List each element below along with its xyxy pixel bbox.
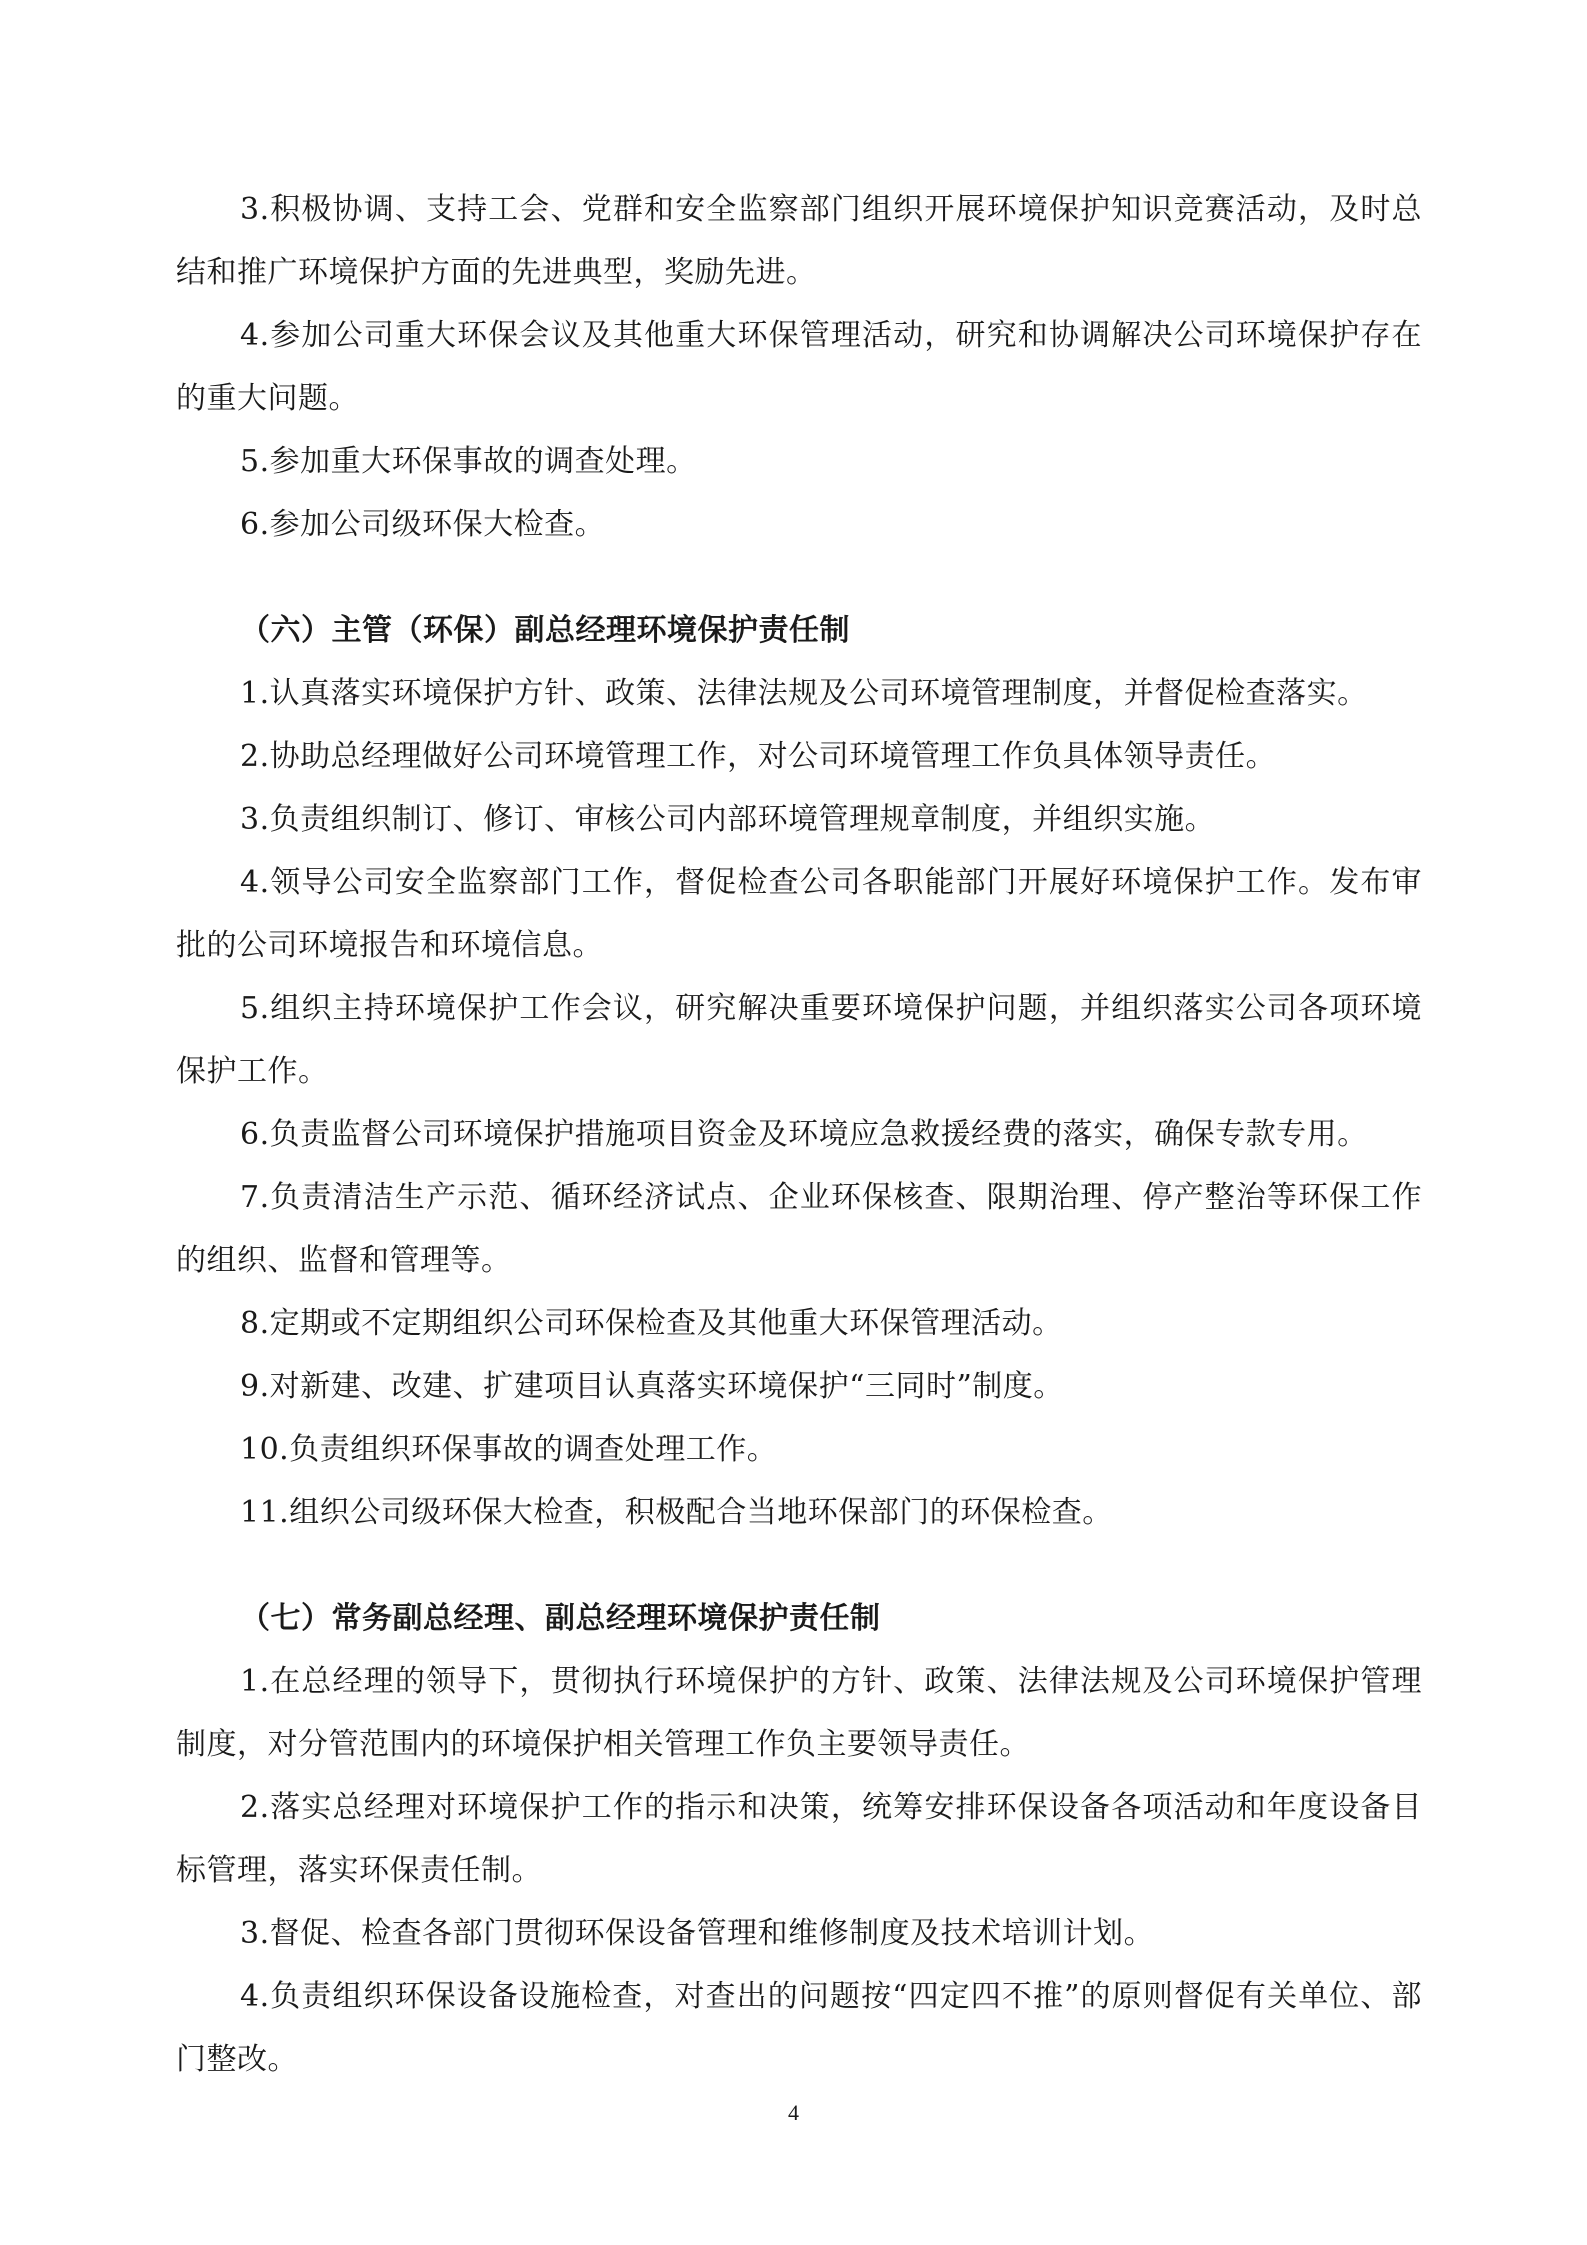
page-number: 4 — [788, 2100, 799, 2125]
section-spacer — [176, 556, 1422, 599]
section-spacer — [176, 1544, 1422, 1587]
section-6-item-9: 9.对新建、改建、扩建项目认真落实环境保护“三同时”制度。 — [240, 1369, 1064, 1404]
section-6-item-7: 7.负责清洁生产示范、循环经济试点、企业环保核查、限期治理、停产整治等环保工作的组织、监督和管理等。 — [176, 1180, 1422, 1278]
section-6-item-4: 4.领导公司安全监察部门工作，督促检查公司各职能部门开展好环境保护工作。发布审批的公司环境报告和环境信息。 — [176, 865, 1422, 963]
section-7-item-2: 2.落实总经理对环境保护工作的指示和决策，统筹安排环保设备各项活动和年度设备目标管理，落实环保责任制。 — [176, 1790, 1422, 1888]
section-6-item-11: 11.组织公司级环保大检查，积极配合当地环保部门的环保检查。 — [240, 1495, 1113, 1530]
section-5-item-5: 5.参加重大环保事故的调查处理。 — [240, 444, 697, 479]
section-6-item-2: 2.协助总经理做好公司环境管理工作，对公司环境管理工作负具体领导责任。 — [240, 739, 1277, 774]
section-7-item-1: 1.在总经理的领导下，贯彻执行环境保护的方针、政策、法律法规及公司环境保护管理制度，对分管范围内的环境保护相关管理工作负主要领导责任。 — [176, 1664, 1422, 1762]
section-7-item-3: 3.督促、检查各部门贯彻环保设备管理和维修制度及技术培训计划。 — [240, 1916, 1155, 1951]
section-7-item-4: 4.负责组织环保设备设施检查，对查出的问题按“四定四不推”的原则督促有关单位、部门整改。 — [176, 1979, 1422, 2077]
document-body — [176, 178, 1422, 2091]
section-6-item-5: 5.组织主持环境保护工作会议，研究解决重要环境保护问题，并组织落实公司各项环境保护工作。 — [176, 991, 1422, 1089]
section-6-item-6: 6.负责监督公司环境保护措施项目资金及环境应急救援经费的落实，确保专款专用。 — [240, 1117, 1368, 1152]
section-6-item-3: 3.负责组织制订、修订、审核公司内部环境管理规章制度，并组织实施。 — [240, 802, 1216, 837]
section-5-item-6: 6.参加公司级环保大检查。 — [240, 507, 606, 542]
section-6-item-1: 1.认真落实环境保护方针、政策、法律法规及公司环境管理制度，并督促检查落实。 — [240, 676, 1368, 711]
section-5-item-3: 3.积极协调、支持工会、党群和安全监察部门组织开展环境保护知识竞赛活动，及时总结和推广环境保护方面的先进典型，奖励先进。 — [176, 192, 1422, 290]
section-5-item-4: 4.参加公司重大环保会议及其他重大环保管理活动，研究和协调解决公司环境保护存在的重大问题。 — [176, 318, 1422, 416]
section-7-heading: （七）常务副总经理、副总经理环境保护责任制 — [240, 1601, 881, 1636]
section-6-heading: （六）主管（环保）副总经理环境保护责任制 — [240, 613, 850, 648]
section-6-item-8: 8.定期或不定期组织公司环保检查及其他重大环保管理活动。 — [240, 1306, 1063, 1341]
section-6-item-10: 10.负责组织环保事故的调查处理工作。 — [240, 1432, 778, 1467]
